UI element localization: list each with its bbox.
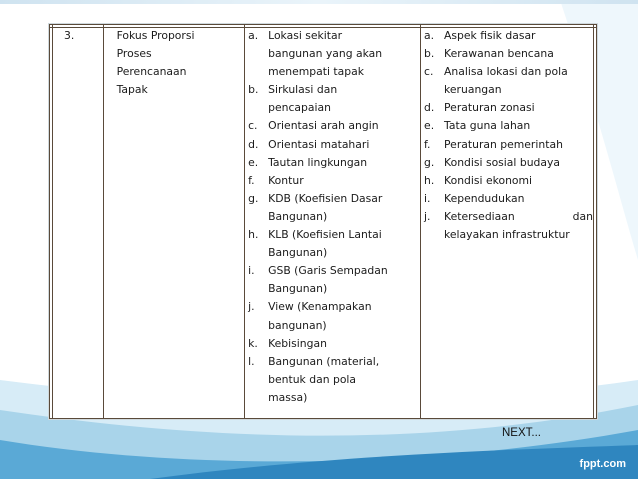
focus-line: Proses — [116, 47, 152, 61]
list-item-text — [268, 117, 417, 135]
list-line: Kontur — [268, 173, 304, 187]
list-item-text — [268, 81, 417, 117]
list-line: View (Kenampakan — [268, 300, 372, 314]
list-line: Peraturan zonasi — [444, 101, 535, 115]
list-item-text — [444, 208, 593, 244]
table-row — [50, 25, 597, 419]
list-line: pencapaian — [268, 101, 331, 115]
list-item-text — [268, 262, 417, 298]
list-marker: l. — [248, 354, 255, 368]
list-line: Bangunan) — [268, 209, 328, 223]
footer-brand: fppt.com — [579, 458, 626, 470]
list-item — [248, 335, 417, 353]
list-item-text — [268, 27, 417, 81]
list-line: keruangan — [444, 83, 502, 97]
list-marker: j. — [248, 300, 255, 314]
list-marker: f. — [248, 173, 255, 187]
list-line: Kondisi sosial budaya — [444, 155, 561, 169]
list-marker: a. — [424, 29, 435, 42]
list-marker: e. — [248, 155, 259, 169]
list-marker: g. — [424, 155, 435, 169]
list-item — [424, 45, 593, 63]
focus-line: Fokus Proporsi — [116, 29, 195, 42]
word: dan — [572, 209, 593, 223]
list-item-text — [268, 154, 417, 172]
list-item-text — [268, 353, 417, 407]
double-rule-right — [593, 24, 594, 419]
list-item — [248, 353, 417, 407]
list-line: Peraturan pemerintah — [444, 137, 563, 151]
list-item-text — [268, 226, 417, 262]
list-item — [424, 208, 593, 244]
list-item-text — [268, 172, 417, 190]
focus-cell — [103, 25, 245, 419]
list-line: KDB (Koefisien Dasar — [268, 191, 383, 205]
list-marker: a. — [248, 29, 259, 42]
list-line: Aspek fisik dasar — [444, 29, 536, 42]
site-aspects-list — [248, 27, 417, 407]
list-line: Kondisi ekonomi — [444, 173, 533, 187]
list-marker: e. — [424, 119, 435, 133]
list-line: Bangunan) — [268, 282, 328, 296]
list-item — [248, 172, 417, 190]
list-item-text — [444, 63, 593, 99]
top-strip — [0, 0, 638, 4]
list-marker: i. — [424, 191, 431, 205]
list-line: Bangunan (material, — [268, 354, 380, 368]
list-item — [248, 262, 417, 298]
list-line: massa) — [268, 390, 308, 404]
list-item — [248, 81, 417, 117]
list-item — [424, 27, 593, 45]
list-line: Orientasi matahari — [268, 137, 370, 151]
list-line: bentuk dan pola — [268, 372, 357, 386]
regulation-aspects-cell — [421, 25, 597, 419]
list-line: Kebisingan — [268, 336, 327, 350]
list-item — [248, 117, 417, 135]
list-item — [424, 136, 593, 154]
list-line: Kependudukan — [444, 191, 525, 205]
row-number-cell — [50, 25, 104, 419]
next-label[interactable]: NEXT... — [502, 427, 541, 439]
list-item-text — [444, 45, 593, 63]
list-line: Lokasi sekitar — [268, 29, 343, 42]
list-marker: h. — [248, 228, 259, 242]
focus-line: Tapak — [116, 83, 148, 97]
list-item — [248, 190, 417, 226]
row-number: 3. — [64, 29, 75, 42]
criteria-table — [49, 24, 597, 419]
list-item-text — [444, 99, 593, 117]
focus-line: Perencanaan — [116, 65, 187, 79]
list-item-text — [268, 298, 417, 334]
list-line — [444, 208, 593, 226]
list-item — [424, 172, 593, 190]
list-item — [424, 63, 593, 99]
double-rule-left — [52, 24, 53, 419]
list-line: bangunan yang akan — [268, 47, 383, 61]
list-line: Kerawanan bencana — [444, 47, 554, 61]
list-marker: d. — [424, 101, 435, 115]
list-marker: c. — [248, 119, 258, 133]
list-line: menempati tapak — [268, 65, 364, 79]
list-line: Analisa lokasi dan pola — [444, 65, 568, 79]
list-line: Sirkulasi dan — [268, 83, 338, 97]
list-item — [424, 99, 593, 117]
list-item-text — [444, 117, 593, 135]
list-item — [248, 136, 417, 154]
list-item — [248, 226, 417, 262]
list-item — [248, 154, 417, 172]
list-item-text — [268, 136, 417, 154]
regulation-aspects-list — [424, 27, 593, 244]
list-marker: g. — [248, 191, 259, 205]
list-item-text — [268, 190, 417, 226]
list-line: Tautan lingkungan — [268, 155, 368, 169]
list-item — [424, 117, 593, 135]
word: Ketersediaan — [444, 209, 515, 223]
list-line: kelayakan infrastruktur — [444, 228, 570, 242]
list-item-text — [268, 335, 417, 353]
list-marker: i. — [248, 264, 255, 278]
list-marker: h. — [424, 173, 435, 187]
list-item-text — [444, 172, 593, 190]
list-item — [248, 27, 417, 81]
list-item-text — [444, 27, 593, 45]
list-item — [248, 298, 417, 334]
list-line: Tata guna lahan — [444, 119, 531, 133]
list-line: Bangunan) — [268, 246, 328, 260]
content-table-panel — [49, 24, 597, 419]
list-line: bangunan) — [268, 318, 327, 332]
list-item-text — [444, 154, 593, 172]
list-item-text — [444, 190, 593, 208]
list-line: GSB (Garis Sempadan — [268, 264, 388, 278]
list-marker: b. — [424, 47, 435, 61]
list-item — [424, 190, 593, 208]
site-aspects-cell — [245, 25, 421, 419]
list-marker: c. — [424, 65, 434, 79]
list-marker: f. — [424, 137, 431, 151]
list-marker: j. — [424, 209, 431, 223]
list-line: Orientasi arah angin — [268, 119, 379, 133]
list-item — [424, 154, 593, 172]
double-rule-top — [49, 27, 597, 28]
list-marker: d. — [248, 137, 259, 151]
list-line: KLB (Koefisien Lantai — [268, 228, 382, 242]
list-marker: k. — [248, 336, 258, 350]
list-item-text — [444, 136, 593, 154]
list-marker: b. — [248, 83, 259, 97]
